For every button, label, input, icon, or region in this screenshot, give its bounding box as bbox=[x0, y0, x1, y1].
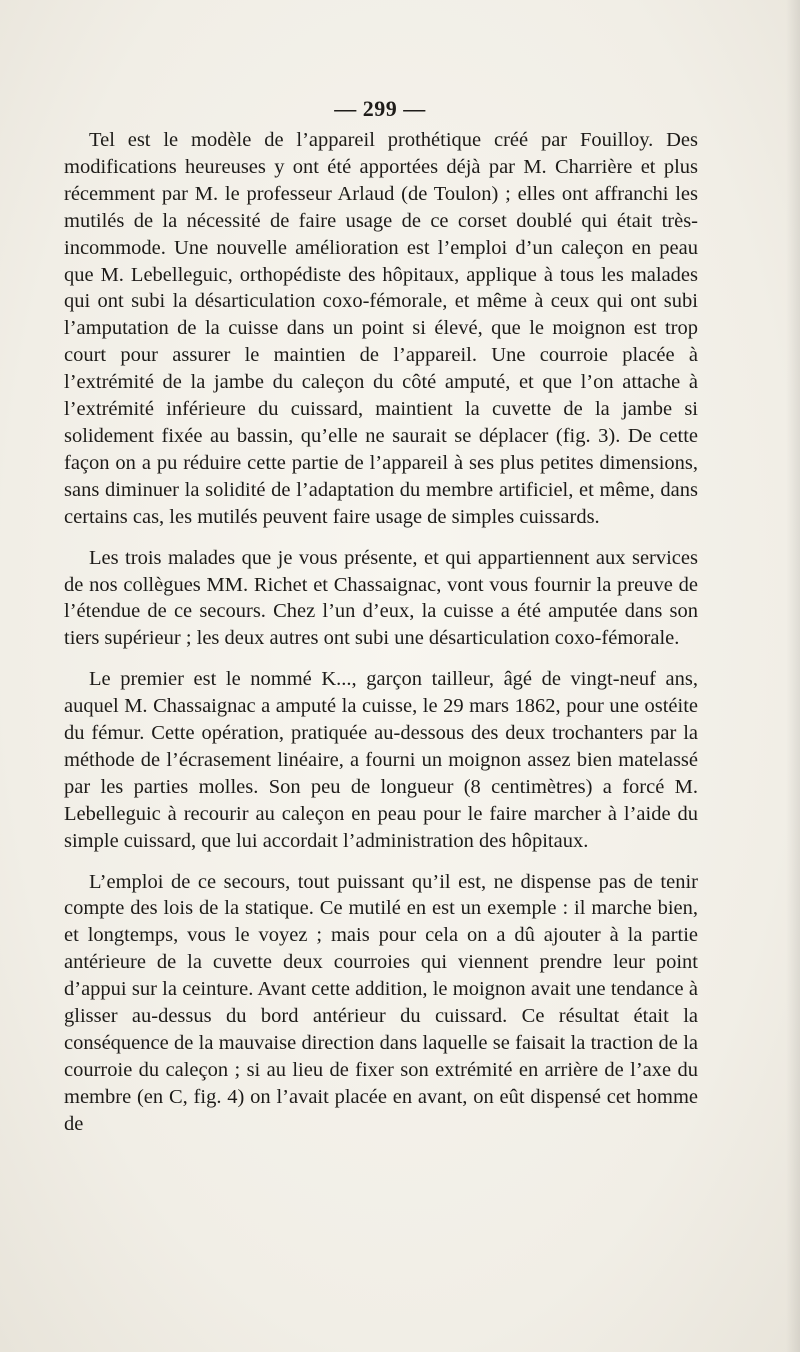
paragraph-1: Tel est le modèle de l’appareil prothétique créé par Fouilloy. Des modifications heureuses y ont été apportées déjà par M. Charrière et plus récemment par M. le professeur Arlaud (de Toulon) ; elles ont affranchi les mutilés de la nécessité de faire usage de ce corset doublé qui était très-incommode. Une nouvelle amélioration est l’emploi d’un caleçon en peau que M. Lebelleguic, orthopédiste des hôpitaux, applique à tous les malades qui ont subi la désarticulation coxo-fémorale, et même à ceux qui ont subi l’amputation de la cuisse dans un point si élevé, que le moignon est trop court pour assurer le maintien de l’appareil. Une courroie placée à l’extrémité de la jambe du caleçon du côté amputé, et que l’on attache à l’extrémité inférieure du cuissard, maintient la cuvette de la jambe si solidement fixée au bassin, qu’elle ne saurait se déplacer (fig. 3). De cette façon on a pu réduire cette partie de l’appareil à ses plus petites dimensions, sans diminuer la solidité de l’adaptation du membre artificiel, et même, dans certains cas, les mutilés peuvent faire usage de simples cuissards. bbox=[64, 129, 698, 528]
paragraph-3: Le premier est le nommé K..., garçon tailleur, âgé de vingt-neuf ans, auquel M. Chassaignac a amputé la cuisse, le 29 mars 1862, pour une ostéite du fémur. Cette opération, pratiquée au-dessous des deux trochanters par la méthode de l’écrasement linéaire, a fourni un moignon assez bien matelassé par les parties molles. Son peu de longueur (8 centimètres) a forcé M. Lebelleguic à recourir au caleçon en peau pour le faire marcher à l’aide du simple cuissard, que lui accordait l’administration des hôpitaux. bbox=[64, 668, 698, 852]
paragraph-4: L’emploi de ce secours, tout puissant qu’il est, ne dispense pas de tenir compte des lois de la statique. Ce mutilé en est un exemple : il marche bien, et longtemps, vous le voyez ; mais pour cela on a dû ajouter à la partie antérieure de la cuvette deux courroies qui viennent prendre leur point d’appui sur la ceinture. Avant cette addition, le moignon avait une tendance à glisser au-dessus du bord antérieur du cuissard. Ce résultat était la conséquence de la mauvaise direction dans laquelle se faisait la traction de la courroie du caleçon ; si au lieu de fixer son extrémité en arrière de l’axe du membre (en C, fig. 4) on l’avait placée en avant, on eût dispensé cet homme de bbox=[64, 870, 698, 1135]
page-edge-shadow bbox=[786, 0, 800, 1352]
body-text bbox=[64, 127, 698, 1138]
paragraph-2: Les trois malades que je vous présente, et qui appartiennent aux services de nos collègues MM. Richet et Chassaignac, vont vous fournir la preuve de l’étendue de ce secours. Chez l’un d’eux, la cuisse a été amputée dans son tiers supérieur ; les deux autres ont subi une désarticulation coxo-fémorale. bbox=[64, 546, 698, 650]
page-number: — 299 — bbox=[334, 96, 426, 121]
